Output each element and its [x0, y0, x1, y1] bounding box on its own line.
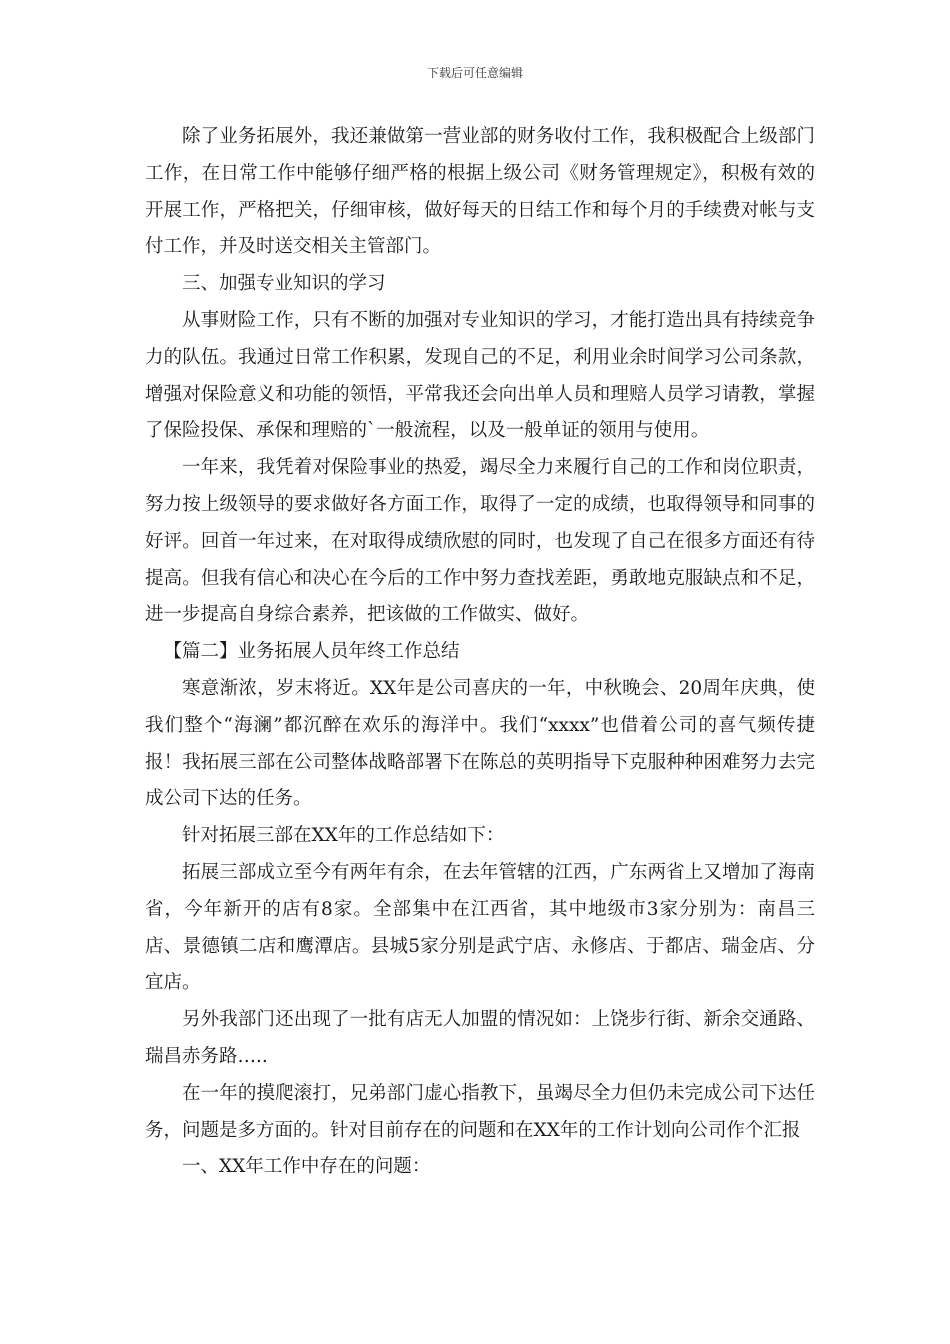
chapter-title-2: 【篇二】业务拓展人员年终工作总结: [163, 641, 460, 663]
paragraph-summary-lead: 针对拓展三部在XX年的工作总结如下：: [182, 825, 505, 847]
section-heading-1: 一、XX年工作中存在的问题：: [182, 1156, 431, 1178]
paragraph-finance-duties: 除了业务拓展外，我还兼做第一营业部的财务收付工作，我积极配合上级部门工作，在日常工作中能够仔细严格的根据上级公司《财务管理规定》，积极有效的开展工作，严格把关，仔细审核，做好每天的日结工作和每个月的手续费对帐与支付工作，并及时送交相关主管部门。: [145, 126, 815, 258]
page-header-note: 下载后可任意编辑: [426, 66, 523, 80]
paragraph-vacant-stores: 另外我部门还出现了一批有店无人加盟的情况如：上饶步行街、新余交通路、瑞昌赤务路…..: [145, 1009, 815, 1067]
paragraph-year-review: 一年来，我凭着对保险事业的热爱，竭尽全力来履行自己的工作和岗位职责，努力按上级领导的要求做好各方面工作，取得了一定的成绩，也取得领导和同事的好评。回首一年过来，在对取得成绩欣慰的同时，也发现了自己在很多方面还有待提高。但我有信心和决心在今后的工作中努力查找差距，勇敢地克服缺点和不足，进一步提高自身综合素养，把该做的工作做实、做好。: [145, 457, 815, 626]
document-body: [145, 119, 815, 1186]
section-heading-3: 三、加强专业知识的学习: [182, 273, 386, 295]
paragraph-problems-intro: 在一年的摸爬滚打，兄弟部门虚心指教下，虽竭尽全力但仍未完成公司下达任务，问题是多方面的。针对目前存在的问题和在XX年的工作计划向公司作个汇报: [145, 1082, 815, 1141]
paragraph-intro: 寒意渐浓，岁末将近。XX年是公司喜庆的一年，中秋晚会、20周年庆典，使我们整个“海澜”都沉醉在欢乐的海洋中。我们“xxxx”也借着公司的喜气频传捷报！我拓展三部在公司整体战略部署下在陈总的英明指导下克服种种困难努力去完成公司下达的任务。: [145, 677, 815, 810]
paragraph-study: 从事财险工作，只有不断的加强对专业知识的学习，才能打造出具有持续竞争力的队伍。我通过日常工作积累，发现自己的不足，利用业余时间学习公司条款，增强对保险意义和功能的领悟，平常我还会向出单人员和理赔人员学习请教，掌握了保险投保、承保和理赔的`一般流程，以及一般单证的领用与使用。: [145, 309, 815, 442]
paragraph-stores: 拓展三部成立至今有两年有余，在去年管辖的江西，广东两省上又增加了海南省，今年新开的店有8家。全部集中在江西省，其中地级市3家分别为：南昌三店、景德镇二店和鹰潭店。县城5家分别是武宁店、永修店、于都店、瑞金店、分宜店。: [145, 861, 815, 994]
